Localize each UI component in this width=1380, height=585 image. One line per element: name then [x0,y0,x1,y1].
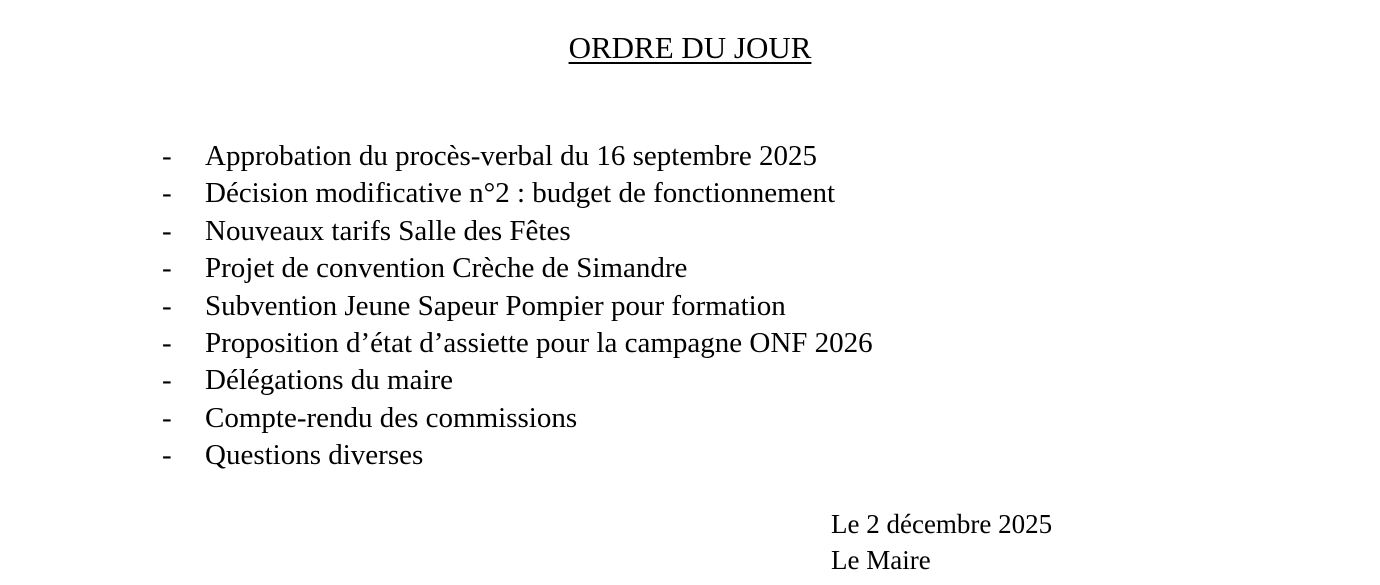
signature-block [831,506,1052,578]
agenda-item-text: Délégations du maire [205,364,454,397]
agenda-item-text: Questions diverses [205,439,424,472]
agenda-item-text: Projet de convention Crèche de Simandre [205,252,688,285]
list-bullet: - [162,326,172,359]
agenda-item-text: Décision modificative n°2 : budget de fonctionnement [205,177,836,210]
list-bullet: - [162,140,172,172]
list-bullet: - [162,214,172,247]
signature-role: Le Maire [831,545,931,575]
agenda-item-text: Approbation du procès-verbal du 16 septembre 2025 [205,140,818,172]
list-bullet: - [162,439,172,472]
agenda-item-text: Nouveaux tarifs Salle des Fêtes [205,214,571,247]
list-bullet: - [162,177,172,210]
document-title: ORDRE DU JOUR [568,30,812,65]
list-bullet: - [162,289,172,322]
list-bullet: - [162,401,172,434]
agenda-item-text: Subvention Jeune Sapeur Pompier pour formation [205,289,786,322]
agenda-item-text: Compte-rendu des commissions [205,401,578,434]
agenda-item-text: Proposition d’état d’assiette pour la campagne ONF 2026 [205,326,873,359]
list-bullet: - [162,252,172,285]
list-bullet: - [162,364,172,397]
signature-date: Le 2 décembre 2025 [831,509,1053,539]
